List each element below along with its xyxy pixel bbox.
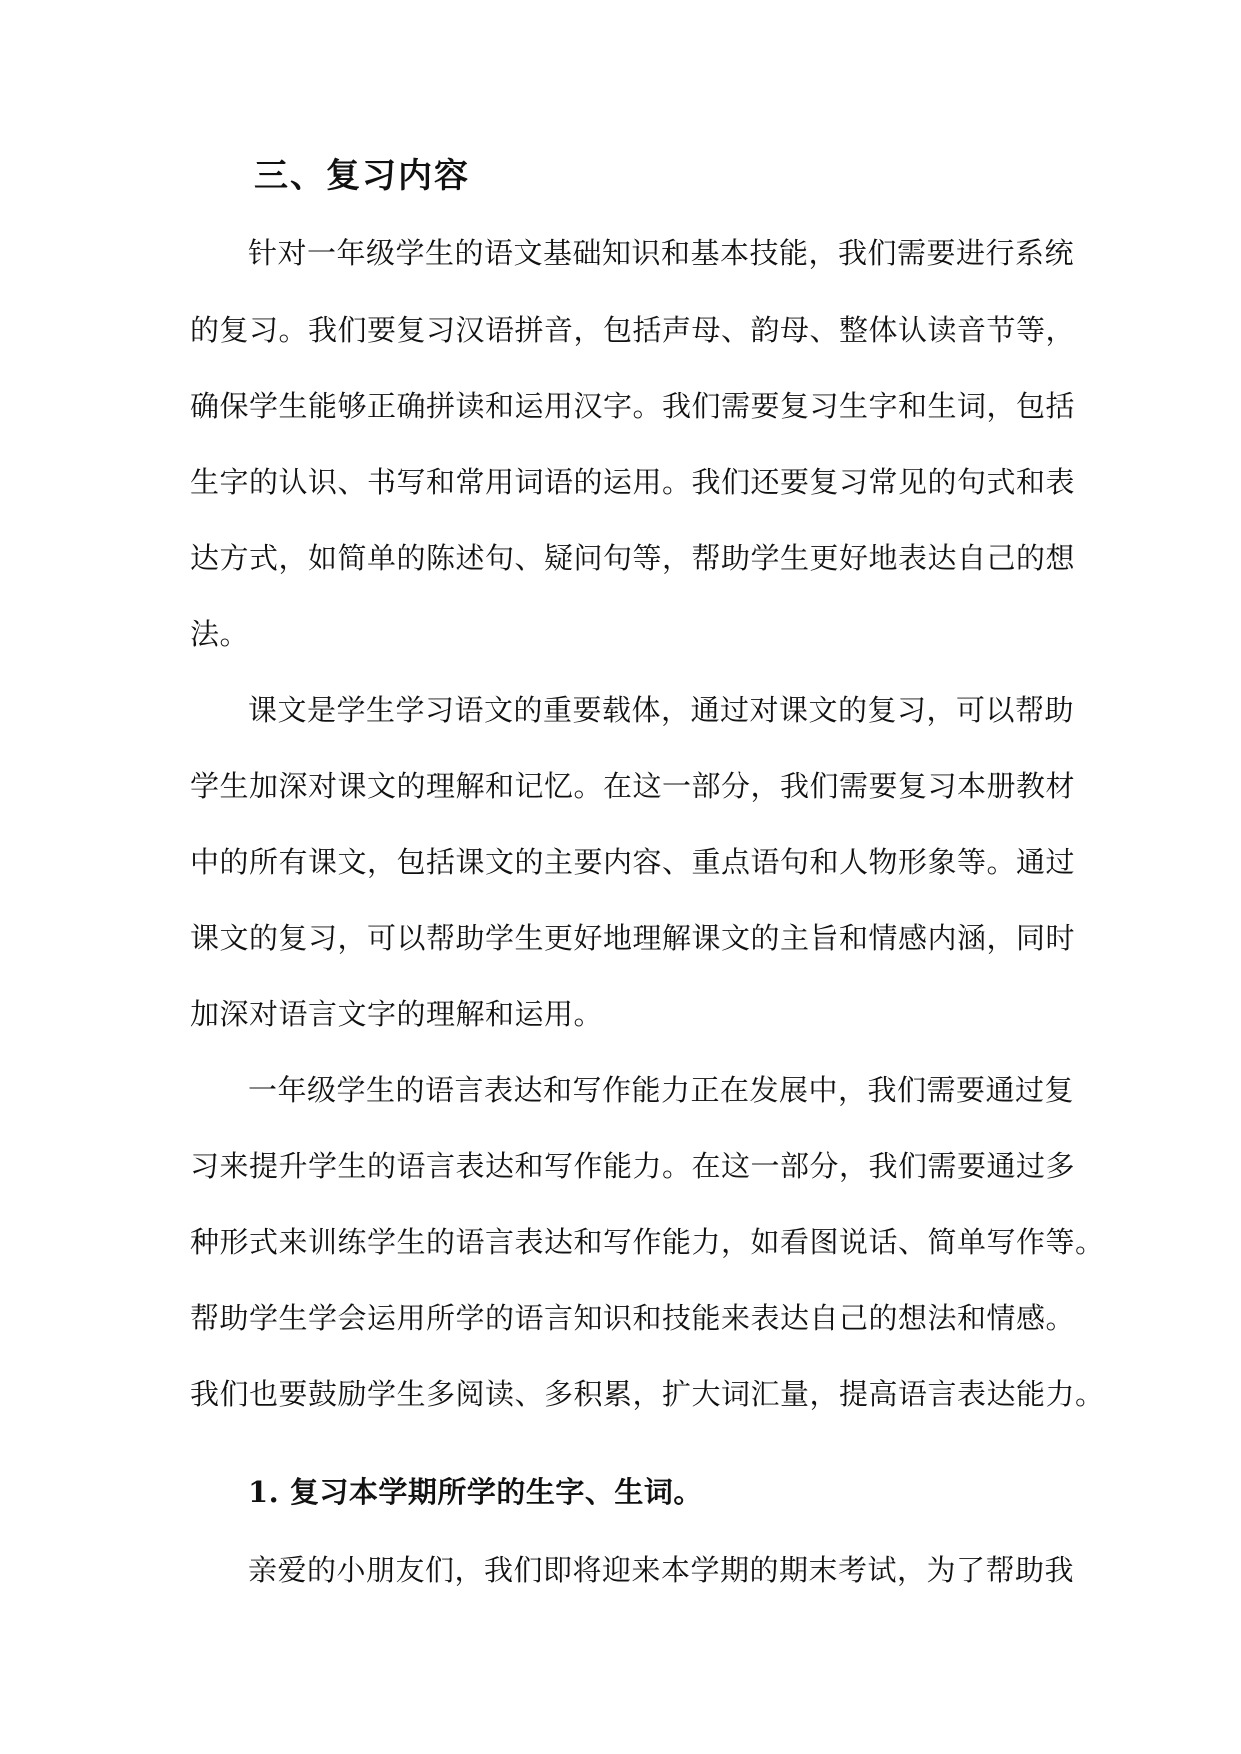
paragraph-1-line-2: 的复习。我们要复习汉语拼音，包括声母、韵母、整体认读音节等，: [190, 313, 1076, 347]
paragraph-2-line-3: 中的所有课文，包括课文的主要内容、重点语句和人物形象等。通过: [190, 845, 1076, 879]
paragraph-3-line-2: 习来提升学生的语言表达和写作能力。在这一部分，我们需要通过多: [190, 1149, 1076, 1183]
paragraph-2-line-5: 加深对语言文字的理解和运用。: [190, 997, 604, 1031]
paragraph-2-line-4: 课文的复习，可以帮助学生更好地理解课文的主旨和情感内涵，同时: [190, 921, 1076, 955]
paragraph-2-line-2: 学生加深对课文的理解和记忆。在这一部分，我们需要复习本册教材: [190, 769, 1076, 803]
paragraph-3-line-1: 一年级学生的语言表达和写作能力正在发展中，我们需要通过复: [248, 1073, 1075, 1107]
paragraph-1-line-6: 法。: [190, 617, 250, 651]
paragraph-1-line-1: 针对一年级学生的语文基础知识和基本技能，我们需要进行系统: [248, 236, 1075, 270]
numbered-subheading: 1. 复习本学期所学的生字、生词。: [248, 1475, 703, 1509]
section-heading: 三、复习内容: [254, 156, 470, 196]
paragraph-1-line-4: 生字的认识、书写和常用词语的运用。我们还要复习常见的句式和表: [190, 465, 1076, 499]
paragraph-1-line-5: 达方式，如简单的陈述句、疑问句等，帮助学生更好地表达自己的想: [190, 541, 1076, 575]
paragraph-1-line-3: 确保学生能够正确拼读和运用汉字。我们需要复习生字和生词，包括: [190, 389, 1076, 423]
paragraph-3-line-4: 帮助学生学会运用所学的语言知识和技能来表达自己的想法和情感。: [190, 1301, 1076, 1335]
paragraph-2-line-1: 课文是学生学习语文的重要载体，通过对课文的复习，可以帮助: [248, 693, 1075, 727]
paragraph-3-line-3: 种形式来训练学生的语言表达和写作能力，如看图说话、简单写作等。: [190, 1225, 1105, 1259]
paragraph-3-line-5: 我们也要鼓励学生多阅读、多积累，扩大词汇量，提高语言表达能力。: [190, 1377, 1105, 1411]
paragraph-4-line-1: 亲爱的小朋友们，我们即将迎来本学期的期末考试，为了帮助我: [248, 1553, 1075, 1587]
